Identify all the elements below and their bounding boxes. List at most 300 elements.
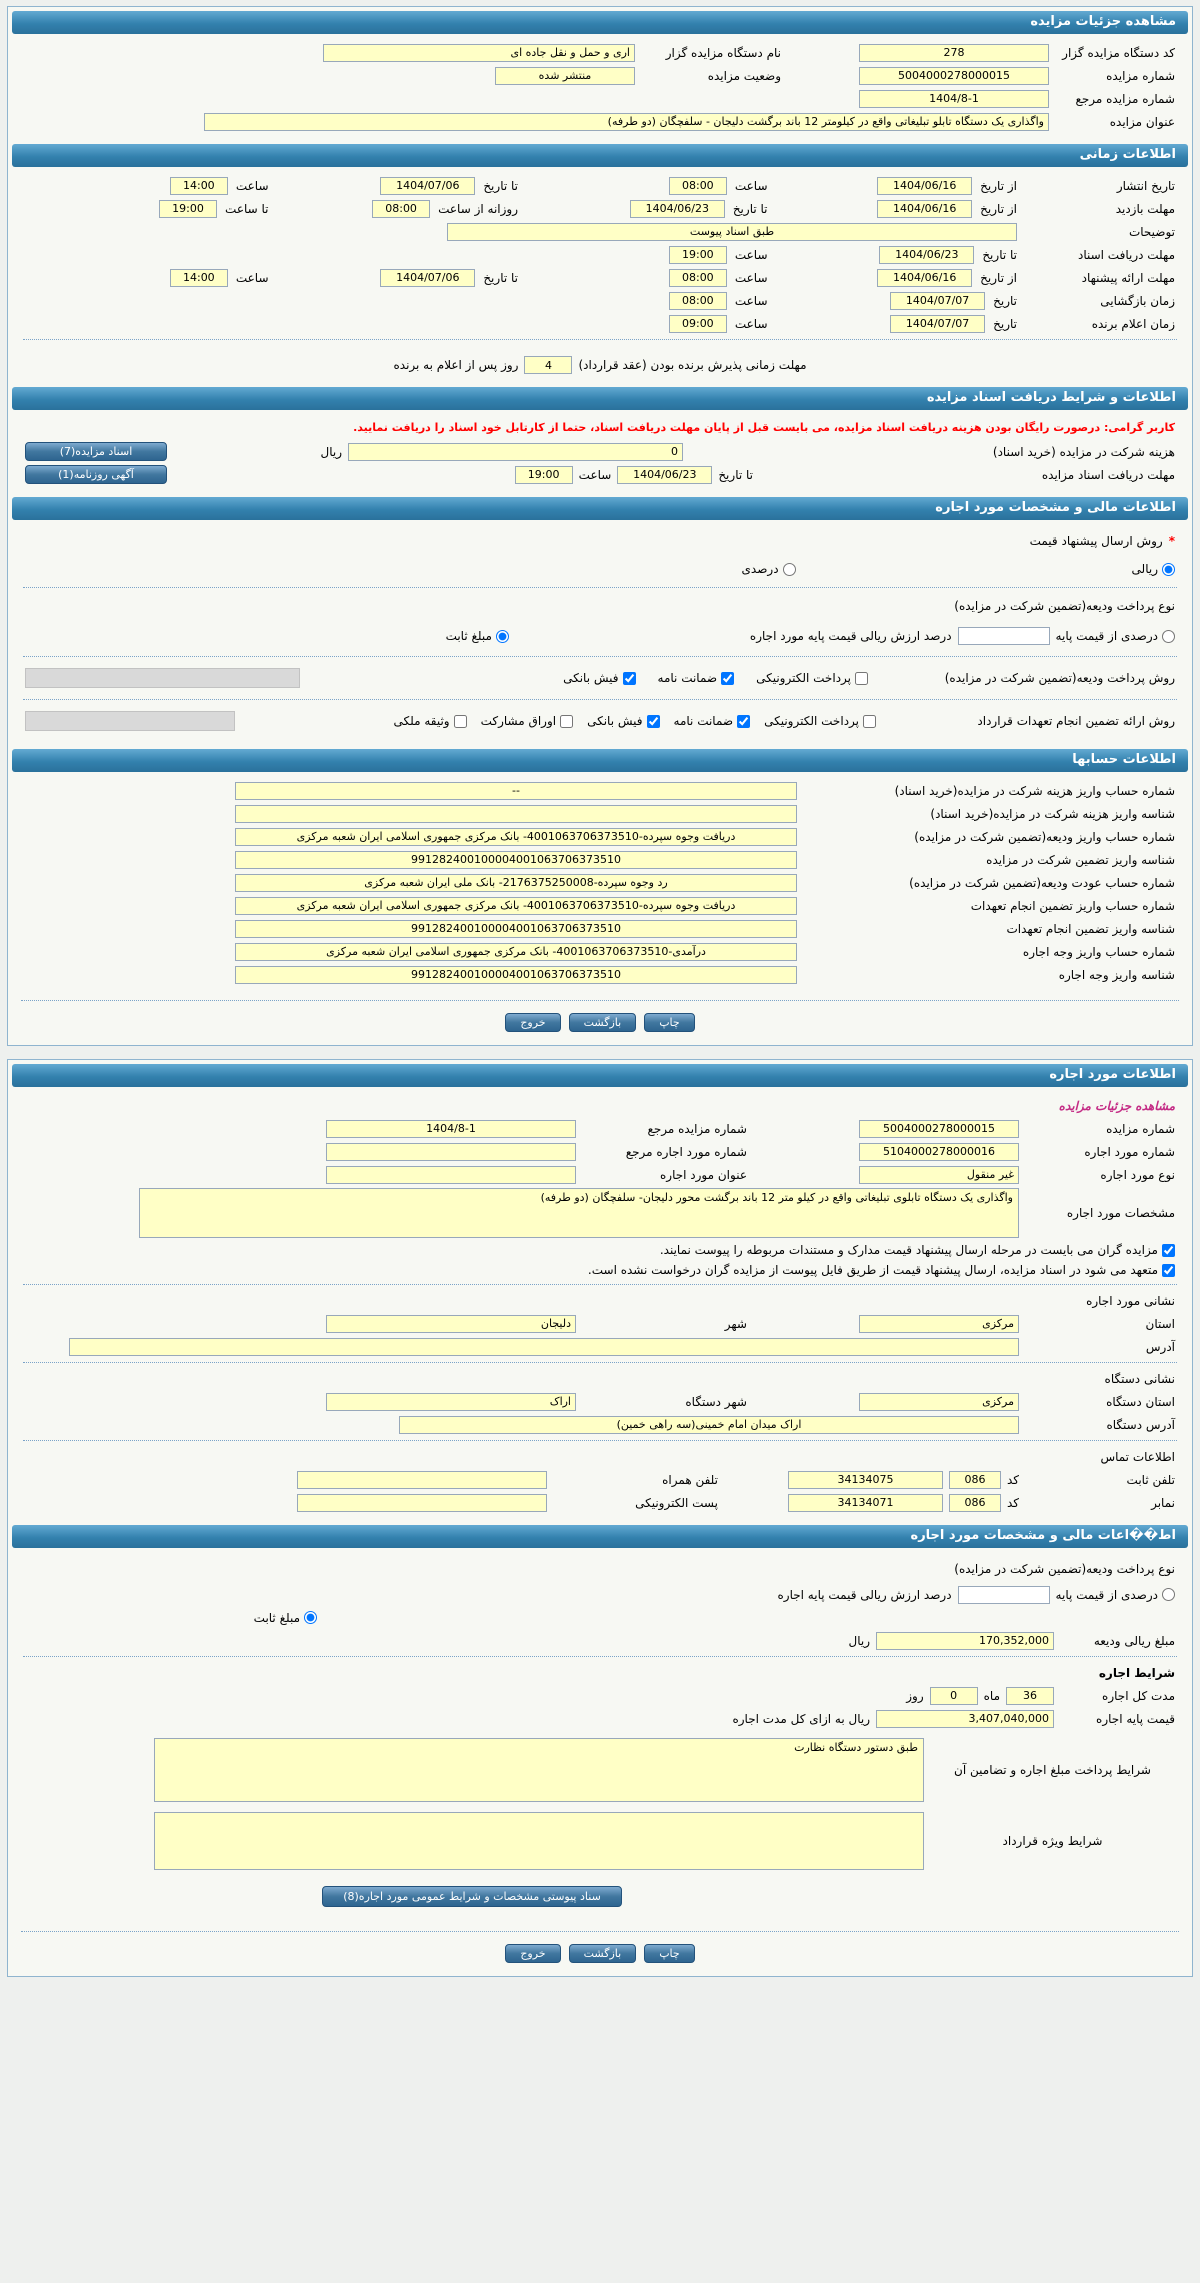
hour-label: ساعت	[235, 178, 269, 193]
financial-title: اطلاعات مالی و مشخصات مورد اجاره	[935, 500, 1176, 515]
newspaper-ad-button[interactable]: آگهی روزنامه(1)	[25, 465, 167, 484]
winner-accept-row	[13, 344, 1187, 376]
auction-title-label: عنوان مزایده	[1109, 114, 1175, 129]
address-label: آدرس	[1145, 1339, 1175, 1354]
deposit-bank-slip-option[interactable]	[563, 671, 635, 685]
attach-docs-check-label: مزایده گران می بایست در مرحله ارسال پیشنهاد قیمت مدارک و مستندات مربوطه را پیوست نمایند.	[659, 1243, 1158, 1257]
winner-accept-days-field[interactable]	[524, 356, 572, 374]
to-date-label: تا تاریخ	[732, 201, 768, 216]
from-date-label: از تاریخ	[980, 201, 1017, 216]
divider	[23, 1284, 1177, 1285]
address-field[interactable]	[69, 1338, 1019, 1356]
winner-accept-label: مهلت زمانی پذیرش برنده بودن (عقد قرارداد)	[578, 358, 807, 372]
item-title-field[interactable]	[326, 1166, 576, 1184]
account-field[interactable]	[235, 897, 797, 915]
visit-to-date-field[interactable]	[630, 200, 725, 218]
address-row	[13, 1335, 1187, 1358]
perf-electronic-option[interactable]	[764, 714, 876, 728]
docs-title: اطلاعات و شرایط دریافت اسناد مزایده	[926, 390, 1176, 405]
send-method-label: روش ارسال پیشنهاد قیمت	[1029, 534, 1163, 548]
account-row	[13, 825, 1187, 848]
deposit-method-row	[13, 661, 1187, 695]
item-ref-field[interactable]	[326, 1143, 576, 1161]
bonds-option[interactable]	[481, 714, 573, 728]
rental-fixed-amount-radio[interactable]	[304, 1611, 317, 1624]
lease-duration-row	[13, 1684, 1187, 1707]
perf-electronic-checkbox[interactable]	[863, 715, 876, 728]
mobile-label: تلفن همراه	[662, 1472, 718, 1487]
account-label: شناسه واریز تضمین شرکت در مزایده	[986, 852, 1175, 867]
financial-header	[12, 497, 1188, 520]
rial-option-label: ریالی	[1131, 562, 1158, 576]
account-label: شماره حساب واریز ودیعه(تضمین شرکت در مزایده)	[914, 829, 1175, 844]
device-address-row	[13, 1413, 1187, 1436]
electronic-label: پرداخت الکترونیکی	[764, 714, 859, 728]
description-field[interactable]	[447, 223, 1017, 241]
account-label: شماره حساب واریز تضمین انجام تعهدات	[970, 898, 1175, 913]
perf-bank-slip-checkbox[interactable]	[647, 715, 660, 728]
rental-financial-header	[12, 1525, 1188, 1548]
perf-guarantee-checkbox[interactable]	[737, 715, 750, 728]
month-label: ماه	[983, 1688, 1000, 1703]
electronic-label: پرداخت الکترونیکی	[756, 671, 851, 685]
account-label: شناسه واریز هزینه شرکت در مزایده(خرید اسناد)	[930, 806, 1175, 821]
lease-duration-label: مدت کل اجاره	[1102, 1688, 1175, 1703]
to-date-label: تا تاریخ	[982, 247, 1017, 262]
opening-hour-field[interactable]	[669, 292, 727, 310]
percent-base-label: درصدی از قیمت پایه	[1055, 629, 1158, 643]
offer-from-hour-field[interactable]	[669, 269, 727, 287]
special-terms-field[interactable]	[154, 1812, 924, 1870]
rental-auction-no-label: شماره مزایده	[1106, 1121, 1175, 1136]
docs-body	[11, 411, 1189, 496]
auction-no-field[interactable]	[859, 67, 1049, 85]
panel1-actions	[11, 1005, 1189, 1042]
bank-slip-label: فیش بانکی	[587, 714, 643, 728]
account-field[interactable]	[235, 828, 797, 846]
payment-terms-row	[13, 1730, 1187, 1804]
deposit-electronic-checkbox[interactable]	[855, 672, 868, 685]
item-no-label: شماره مورد اجاره	[1084, 1144, 1175, 1159]
docs-receive-deadline-row	[13, 243, 1187, 266]
rental-percent-base-option[interactable]	[1056, 1588, 1175, 1602]
view-auction-details-link[interactable]: مشاهده جزئیات مزایده	[1058, 1098, 1175, 1113]
guarantee-label: ضمانت نامه	[657, 671, 718, 685]
divider	[23, 1656, 1177, 1657]
docs-deadline-row	[13, 463, 1187, 486]
docs-fee-field[interactable]	[348, 443, 683, 461]
rental-percent-base-radio[interactable]	[1162, 1588, 1175, 1601]
hour-label: ساعت	[734, 247, 768, 262]
rental-auction-no-row	[13, 1117, 1187, 1140]
accounts-body	[11, 773, 1189, 996]
deposit-guarantee-checkbox[interactable]	[721, 672, 734, 685]
send-method-label-row	[13, 527, 1187, 555]
visit-to-hour-field[interactable]	[159, 200, 217, 218]
exit-button[interactable]: خروج	[505, 1013, 560, 1032]
percent-radio[interactable]	[783, 563, 796, 576]
attachments-row	[13, 1872, 1187, 1917]
deposit-type-options-row	[13, 620, 1187, 652]
item-no-field[interactable]	[859, 1143, 1019, 1161]
performance-guarantee-row	[13, 704, 1187, 738]
auction-details-body	[11, 35, 1189, 143]
accounts-title: اطلاعات حسابها	[1072, 752, 1176, 767]
panel2-actions	[11, 1936, 1189, 1973]
lease-months-field[interactable]	[1006, 1687, 1054, 1705]
visit-from-date-field[interactable]	[877, 200, 972, 218]
from-date-label: از تاریخ	[980, 270, 1017, 285]
no-file-request-check-row[interactable]	[13, 1260, 1187, 1280]
device-city-field[interactable]	[326, 1393, 576, 1411]
visit-deadline-row	[13, 197, 1187, 220]
city-field[interactable]	[326, 1315, 576, 1333]
rental-percent-base-suffix: درصد ارزش ریالی قیمت پایه اجاره	[777, 1587, 952, 1602]
lease-days-field[interactable]	[930, 1687, 978, 1705]
divider	[23, 339, 1177, 340]
to-date-label: تا تاریخ	[483, 178, 518, 193]
rental-item-title: اطلاعات مورد اجاره	[1049, 1067, 1176, 1082]
date-label: تاریخ	[993, 293, 1017, 308]
send-method-options-row	[13, 555, 1187, 583]
rial-label: ریال	[848, 1633, 870, 1648]
publish-from-date-field[interactable]	[877, 177, 972, 195]
auction-ref-row	[13, 87, 1187, 110]
phone-label: تلفن ثابت	[1126, 1472, 1175, 1487]
auction-ref-field[interactable]	[859, 90, 1049, 108]
back-button[interactable]: بازگشت	[569, 1013, 637, 1032]
disabled-field	[25, 668, 300, 688]
performance-guarantee-label: روش ارائه تضمین انجام تعهدات قرارداد	[977, 714, 1175, 728]
account-row	[13, 917, 1187, 940]
contact-section-row	[13, 1445, 1187, 1468]
rental-fixed-amount-option[interactable]	[254, 1611, 317, 1625]
hour-label: ساعت	[235, 270, 269, 285]
daily-from-hour-label: روزانه از ساعت	[438, 201, 518, 216]
contact-section-label: اطلاعات تماس	[1100, 1449, 1175, 1464]
deposit-guarantee-option[interactable]	[658, 671, 735, 685]
winner-announce-row	[13, 312, 1187, 335]
item-no-row	[13, 1140, 1187, 1163]
print-button[interactable]: چاپ	[644, 1944, 695, 1963]
item-type-label: نوع مورد اجاره	[1100, 1167, 1175, 1182]
description-label: توضیحات	[1128, 224, 1175, 239]
lease-terms-section-row	[13, 1661, 1187, 1684]
deposit-type-label-row	[13, 592, 1187, 620]
winner-announce-hour-field[interactable]	[669, 315, 727, 333]
device-province-city-row	[13, 1390, 1187, 1413]
fixed-amount-label: مبلغ ثابت	[445, 629, 492, 643]
payment-terms-label: شرایط پرداخت مبلغ اجاره و تضامین آن	[954, 1763, 1151, 1777]
winner-accept-suffix: روز پس از اعلام به برنده	[393, 358, 519, 372]
rental-item-body	[11, 1088, 1189, 1524]
divider	[23, 1362, 1177, 1363]
guarantee-label: ضمانت نامه	[673, 714, 734, 728]
opening-time-row	[13, 289, 1187, 312]
until-date-label: تا تاریخ	[718, 467, 753, 482]
account-field[interactable]	[235, 943, 797, 961]
rental-percent-base-field[interactable]	[958, 1586, 1050, 1604]
docs-until-date-field[interactable]	[617, 466, 712, 484]
special-terms-row	[13, 1804, 1187, 1872]
account-label: شماره حساب واریز هزینه شرکت در مزایده(خرید اسناد)	[894, 783, 1175, 798]
percent-base-option[interactable]	[1056, 629, 1175, 643]
rental-deposit-type-label: نوع پرداخت ودیعه(تضمین شرکت در مزایده)	[954, 1562, 1175, 1576]
auction-status-label: وضعیت مزایده	[707, 68, 781, 83]
account-label: شماره حساب عودت ودیعه(تضمین شرکت در مزایده)	[909, 875, 1175, 890]
rial-radio[interactable]	[1162, 563, 1175, 576]
winner-announce-date-field[interactable]	[890, 315, 985, 333]
device-city-label: شهر دستگاه	[685, 1394, 747, 1409]
email-label: پست الکترونیکی	[635, 1495, 718, 1510]
hour-label: ساعت	[734, 178, 768, 193]
account-field[interactable]	[235, 920, 797, 938]
account-label: شناسه واریز وجه اجاره	[1058, 967, 1175, 982]
day-label: روز	[906, 1688, 924, 1703]
to-hour-label: تا ساعت	[225, 201, 269, 216]
publish-date-label: تاریخ انتشار	[1116, 178, 1175, 193]
device-address-section-row	[13, 1367, 1187, 1390]
publish-to-hour-field[interactable]	[170, 177, 228, 195]
lease-terms-section-label: شرایط اجاره	[1098, 1665, 1175, 1680]
hour-label: ساعت	[734, 293, 768, 308]
rental-auction-ref-label: شماره مزایده مرجع	[647, 1121, 747, 1136]
offer-deadline-label: مهلت ارائه پیشنهاد	[1081, 270, 1175, 285]
rental-auction-no-field[interactable]	[859, 1120, 1019, 1138]
back-button[interactable]: بازگشت	[569, 1944, 637, 1963]
base-price-label: قیمت پایه اجاره	[1096, 1711, 1175, 1726]
deposit-electronic-option[interactable]	[756, 671, 868, 685]
divider	[21, 1931, 1179, 1932]
device-province-label: استان دستگاه	[1106, 1394, 1175, 1409]
attach-docs-check-row[interactable]	[13, 1240, 1187, 1260]
account-row	[13, 963, 1187, 986]
docs-receive-deadline-label: مهلت دریافت اسناد	[1077, 247, 1175, 262]
account-field[interactable]	[235, 851, 797, 869]
rental-financial-body	[11, 1549, 1189, 1927]
device-name-label: نام دستگاه مزایده گزار	[665, 45, 781, 60]
item-specs-row	[13, 1186, 1187, 1240]
auction-no-row	[13, 64, 1187, 87]
base-price-field[interactable]	[876, 1710, 1054, 1728]
timing-body	[11, 168, 1189, 386]
collateral-option[interactable]	[394, 714, 467, 728]
fixed-amount-radio[interactable]	[496, 630, 509, 643]
item-type-field[interactable]	[859, 1166, 1019, 1184]
mobile-field[interactable]	[297, 1471, 547, 1489]
deposit-amount-field[interactable]	[876, 1632, 1054, 1650]
bonds-label: اوراق مشارکت	[480, 714, 557, 728]
account-label: شماره حساب واریز وجه اجاره	[1022, 944, 1175, 959]
rental-financial-title: اط��اعات مالی و مشخصات مورد اجاره	[910, 1528, 1176, 1543]
city-label: شهر	[724, 1316, 747, 1331]
auction-details-title: مشاهده جزئیات مزایده	[1030, 14, 1176, 29]
collateral-checkbox[interactable]	[454, 715, 467, 728]
rental-address-section-label: نشانی مورد اجاره	[1086, 1293, 1175, 1308]
phone-code-field[interactable]	[949, 1471, 1001, 1489]
device-row	[13, 41, 1187, 64]
to-date-label: تا تاریخ	[483, 270, 518, 285]
device-code-field[interactable]	[859, 44, 1049, 62]
percent-option-label: درصدی	[741, 562, 779, 576]
publish-date-row	[13, 174, 1187, 197]
fax-row	[13, 1491, 1187, 1514]
deposit-amount-row	[13, 1629, 1187, 1652]
docs-hour-field[interactable]	[515, 466, 573, 484]
divider	[23, 1440, 1177, 1441]
rental-percent-base-row	[13, 1583, 1187, 1606]
docs-fee-label: هزینه شرکت در مزایده (خرید اسناد)	[992, 444, 1175, 459]
divider	[23, 699, 1177, 700]
docs-deadline-label: مهلت دریافت اسناد مزایده	[1041, 467, 1175, 482]
opening-time-label: زمان بازگشایی	[1100, 293, 1175, 308]
auction-details-panel	[7, 6, 1193, 1046]
account-field[interactable]	[235, 874, 797, 892]
percent-base-radio[interactable]	[1162, 630, 1175, 643]
device-code-label: کد دستگاه مزایده گزار	[1062, 45, 1175, 60]
publish-from-hour-field[interactable]	[669, 177, 727, 195]
percent-option[interactable]	[742, 562, 796, 576]
device-name-field[interactable]	[323, 44, 635, 62]
date-label: تاریخ	[993, 316, 1017, 331]
payment-terms-field[interactable]	[154, 1738, 924, 1802]
account-row	[13, 871, 1187, 894]
phone-field[interactable]	[788, 1471, 943, 1489]
offer-from-date-field[interactable]	[877, 269, 972, 287]
offer-deadline-row	[13, 266, 1187, 289]
attachments-button[interactable]: سناد پیوستی مشخصات و شرایط عمومی مورد اجاره(8)	[322, 1886, 622, 1907]
timing-title: اطلاعات زمانی	[1079, 147, 1176, 162]
details-link-row	[13, 1094, 1187, 1117]
phone-code-label: کد	[1006, 1472, 1019, 1487]
rental-fixed-amount-label: مبلغ ثابت	[253, 1610, 300, 1625]
exit-button[interactable]: خروج	[505, 1944, 560, 1963]
opening-date-field[interactable]	[890, 292, 985, 310]
deposit-type-label: نوع پرداخت ودیعه(تضمین شرکت در مزایده)	[954, 599, 1175, 613]
item-specs-label: مشخصات مورد اجاره	[1066, 1206, 1175, 1220]
percent-base-suffix: درصد ارزش ریالی قیمت پایه مورد اجاره	[749, 629, 952, 643]
docs-warning: کاربر گرامی: درصورت رایگان بودن هزینه دریافت اسناد مزایده، می بایست قبل از پایان مهلت دریافت اسناد، حتما از کارتابل خود اسناد را دریافت نمایید.	[353, 421, 1175, 434]
auction-no-label: شماره مزایده	[1106, 68, 1175, 83]
rial-option[interactable]	[1132, 562, 1175, 576]
perf-bank-slip-option[interactable]	[587, 714, 659, 728]
account-field[interactable]	[235, 966, 797, 984]
deposit-bank-slip-checkbox[interactable]	[623, 672, 636, 685]
no-file-request-check-label: متعهد می شود در اسناد مزایده، ارسال پیشنهاد قیمت از طریق فایل پیوست از مزایده گران درخواست نشده است.	[587, 1263, 1158, 1277]
auction-ref-label: شماره مزایده مرجع	[1075, 91, 1175, 106]
auction-details-header	[12, 11, 1188, 34]
province-field[interactable]	[859, 1315, 1019, 1333]
phone-row	[13, 1468, 1187, 1491]
from-date-label: از تاریخ	[980, 178, 1017, 193]
rental-percent-base-label: درصدی از قیمت پایه	[1055, 1587, 1158, 1602]
item-specs-field[interactable]	[139, 1188, 1019, 1238]
rental-item-panel	[7, 1059, 1193, 1977]
base-price-suffix: ریال به ازای کل مدت اجاره	[732, 1711, 870, 1726]
divider	[23, 587, 1177, 588]
rental-address-section-row	[13, 1289, 1187, 1312]
deposit-amount-label: مبلغ ریالی ودیعه	[1093, 1633, 1175, 1648]
province-label: استان	[1145, 1316, 1175, 1331]
rental-deposit-type-label-row	[13, 1555, 1187, 1583]
auction-status-field[interactable]	[495, 67, 635, 85]
bank-slip-label: فیش بانکی	[563, 671, 619, 685]
special-terms-label: شرایط ویژه قرارداد	[1002, 1834, 1103, 1848]
perf-guarantee-option[interactable]	[674, 714, 751, 728]
account-row	[13, 940, 1187, 963]
fixed-amount-option[interactable]	[446, 629, 509, 643]
required-asterisk: *	[1168, 534, 1175, 548]
description-row	[13, 220, 1187, 243]
item-ref-label: شماره مورد اجاره مرجع	[625, 1144, 747, 1159]
email-field[interactable]	[297, 1494, 547, 1512]
bonds-checkbox[interactable]	[560, 715, 573, 728]
device-address-section-label: نشانی دستگاه	[1104, 1371, 1175, 1386]
auction-title-field[interactable]	[204, 113, 1049, 131]
attach-docs-checkbox[interactable]	[1162, 1244, 1175, 1257]
hour-label: ساعت	[734, 316, 768, 331]
account-field[interactable]	[235, 782, 797, 800]
no-file-request-checkbox[interactable]	[1162, 1264, 1175, 1277]
divider	[23, 656, 1177, 657]
docs-receive-to-date-field[interactable]	[879, 246, 974, 264]
account-field[interactable]	[235, 805, 797, 823]
disabled-field	[25, 711, 235, 731]
publish-to-date-field[interactable]	[380, 177, 475, 195]
docs-header	[12, 387, 1188, 410]
device-address-label: آدرس دستگاه	[1106, 1417, 1175, 1432]
auction-documents-button[interactable]: اسناد مزایده(7)	[25, 442, 167, 461]
rial-label: ریال	[320, 444, 342, 459]
rental-fixed-amount-row	[13, 1606, 1187, 1629]
fax-code-field[interactable]	[949, 1494, 1001, 1512]
docs-fee-row	[13, 440, 1187, 463]
hour-label: ساعت	[734, 270, 768, 285]
divider	[21, 1000, 1179, 1001]
docs-receive-hour-field[interactable]	[669, 246, 727, 264]
deposit-method-label: روش پرداخت ودیعه(تضمین شرکت در مزایده)	[944, 671, 1175, 685]
fax-code-label: کد	[1006, 1495, 1019, 1510]
percent-base-field[interactable]	[958, 627, 1050, 645]
visit-deadline-label: مهلت بازدید	[1115, 201, 1175, 216]
financial-body	[11, 521, 1189, 748]
account-row	[13, 894, 1187, 917]
rental-item-header	[12, 1064, 1188, 1087]
timing-header	[12, 144, 1188, 167]
item-title-label: عنوان مورد اجاره	[659, 1167, 747, 1182]
account-row	[13, 802, 1187, 825]
province-city-row	[13, 1312, 1187, 1335]
offer-to-date-field[interactable]	[380, 269, 475, 287]
visit-from-hour-field[interactable]	[372, 200, 430, 218]
accounts-header	[12, 749, 1188, 772]
item-type-row	[13, 1163, 1187, 1186]
device-address-field[interactable]	[399, 1416, 1019, 1434]
winner-announce-label: زمان اعلام برنده	[1091, 316, 1175, 331]
account-label: شناسه واریز تضمین انجام تعهدات	[1006, 921, 1175, 936]
collateral-label: وثیقه ملکی	[393, 714, 450, 728]
account-row	[13, 779, 1187, 802]
account-row	[13, 848, 1187, 871]
print-button[interactable]: چاپ	[644, 1013, 695, 1032]
offer-to-hour-field[interactable]	[170, 269, 228, 287]
fax-field[interactable]	[788, 1494, 943, 1512]
rental-auction-ref-field[interactable]	[326, 1120, 576, 1138]
fax-label: نمابر	[1151, 1495, 1175, 1510]
device-province-field[interactable]	[859, 1393, 1019, 1411]
base-price-row	[13, 1707, 1187, 1730]
hour-label: ساعت	[578, 467, 612, 482]
